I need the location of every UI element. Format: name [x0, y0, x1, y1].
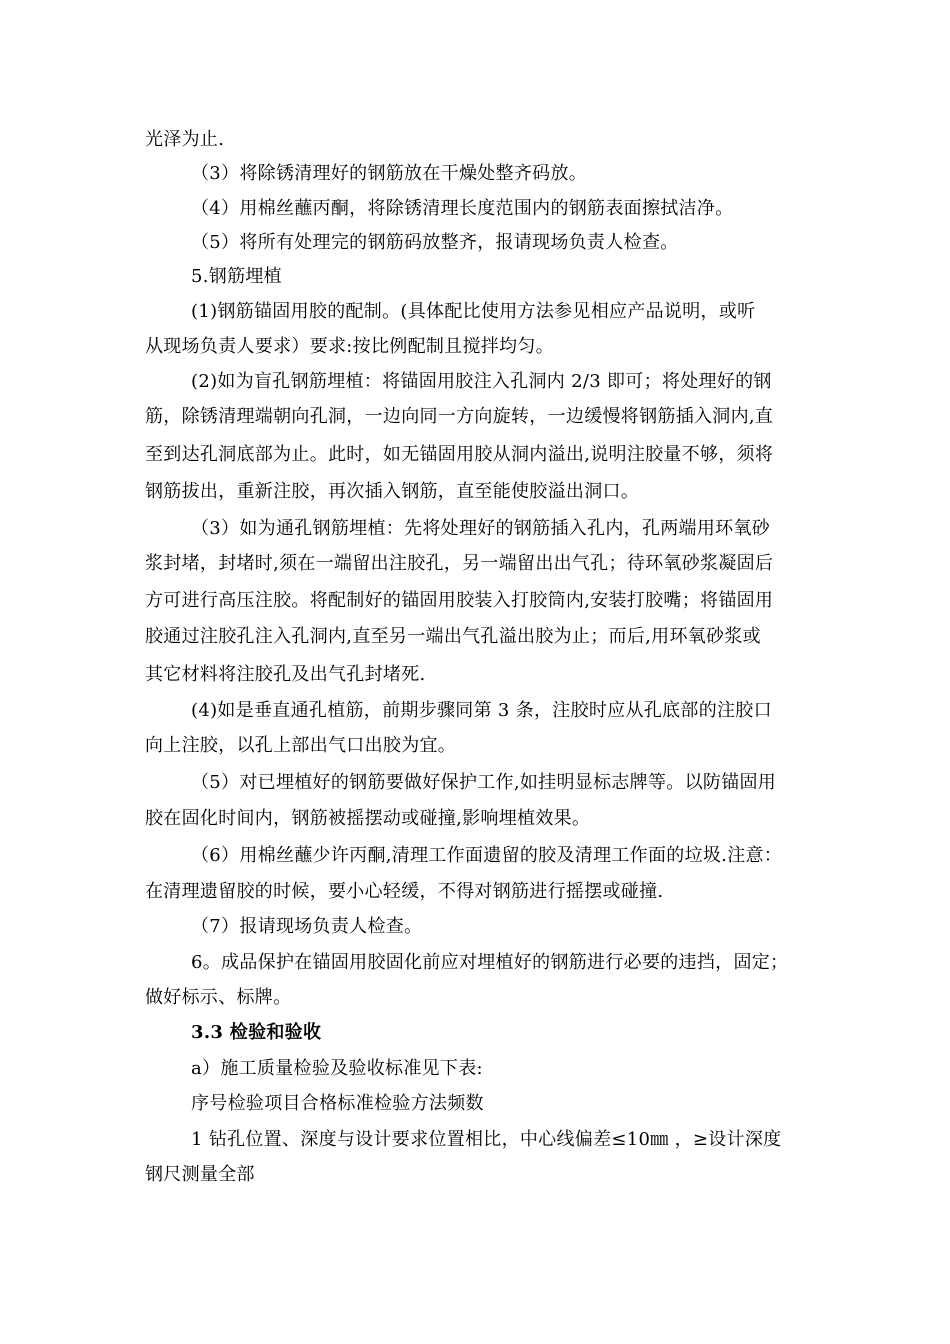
text-line: 向上注胶，以孔上部出气口出胶为宜。: [145, 735, 457, 756]
text-line: 方可进行高压注胶。将配制好的锚固用胶装入打胶筒内,安装打胶嘴；将锚固用: [145, 590, 774, 611]
text-line: 胶在固化时间内，钢筋被摇摆动或碰撞,影响埋植效果。: [145, 808, 591, 829]
text-line: 光泽为止.: [145, 129, 225, 150]
text-line: 做好标示、标牌。: [145, 987, 292, 1008]
text-line: 6。成品保护在锚固用胶固化前应对埋植好的钢筋进行必要的违挡，固定；: [191, 952, 789, 973]
text-line: 在清理遗留胶的时候，要小心轻缓，不得对钢筋进行摇摆或碰撞.: [145, 881, 664, 902]
text-line: 钢筋拔出，重新注胶，再次插入钢筋，直至能使胶溢出洞口。: [145, 481, 640, 502]
text-line: (1)钢筋锚固用胶的配制。(具体配比使用方法参见相应产品说明，或听: [191, 301, 756, 322]
section-heading: 5.钢筋埋植: [191, 266, 282, 287]
text-line: 其它材料将注胶孔及出气孔封堵死.: [145, 664, 426, 685]
section-heading: 3.3 检验和验收: [191, 1022, 322, 1043]
text-line: (4)如是垂直通孔植筋，前期步骤同第 3 条，注胶时应从孔底部的注胶口: [191, 700, 772, 721]
table-header-line: 序号检验项目合格标准检验方法频数: [191, 1093, 484, 1114]
text-line: 从现场负责人要求）要求:按比例配制且搅拌均匀。: [145, 336, 554, 357]
table-row-line: 1 钻孔位置、深度与设计要求位置相比，中心线偏差≤10㎜ ，≥设计深度: [191, 1129, 782, 1150]
text-line: a）施工质量检验及验收标准见下表:: [191, 1058, 483, 1079]
text-line: （5）将所有处理完的钢筋码放整齐，报请现场负责人检查。: [191, 232, 679, 253]
text-line: （5）对已埋植好的钢筋要做好保护工作,如挂明显标志牌等。以防锚固用: [191, 772, 777, 793]
text-line: 胶通过注胶孔注入孔洞内,直至另一端出气孔溢出胶为止；而后,用环氧砂浆或: [145, 626, 761, 647]
text-line: 浆封堵，封堵时,须在一端留出注胶孔，另一端留出出气孔；待环氧砂浆凝固后: [145, 553, 774, 574]
text-line: 筋，除锈清理端朝向孔洞，一边向同一方向旋转，一边缓慢将钢筋插入洞内,直: [145, 406, 774, 427]
text-line: （7）报请现场负责人检查。: [191, 916, 423, 937]
text-line: （4）用棉丝蘸丙酮，将除锈清理长度范围内的钢筋表面擦拭洁净。: [191, 198, 734, 219]
text-line: 至到达孔洞底部为止。此时，如无锚固用胶从洞内溢出,说明注胶量不够，须将: [145, 444, 774, 465]
text-line: （3）将除锈清理好的钢筋放在干燥处整齐码放。: [191, 163, 588, 184]
table-row-line: 钢尺测量全部: [145, 1164, 255, 1185]
text-line: （6）用棉丝蘸少许丙酮,清理工作面遗留的胶及清理工作面的垃圾.注意：: [191, 845, 783, 866]
text-line: (2)如为盲孔钢筋埋植：将锚固用胶注入孔洞内 2/3 即可；将处理好的钢: [191, 371, 772, 392]
text-line: （3）如为通孔钢筋埋植：先将处理好的钢筋插入孔内，孔两端用环氧砂: [191, 518, 771, 539]
